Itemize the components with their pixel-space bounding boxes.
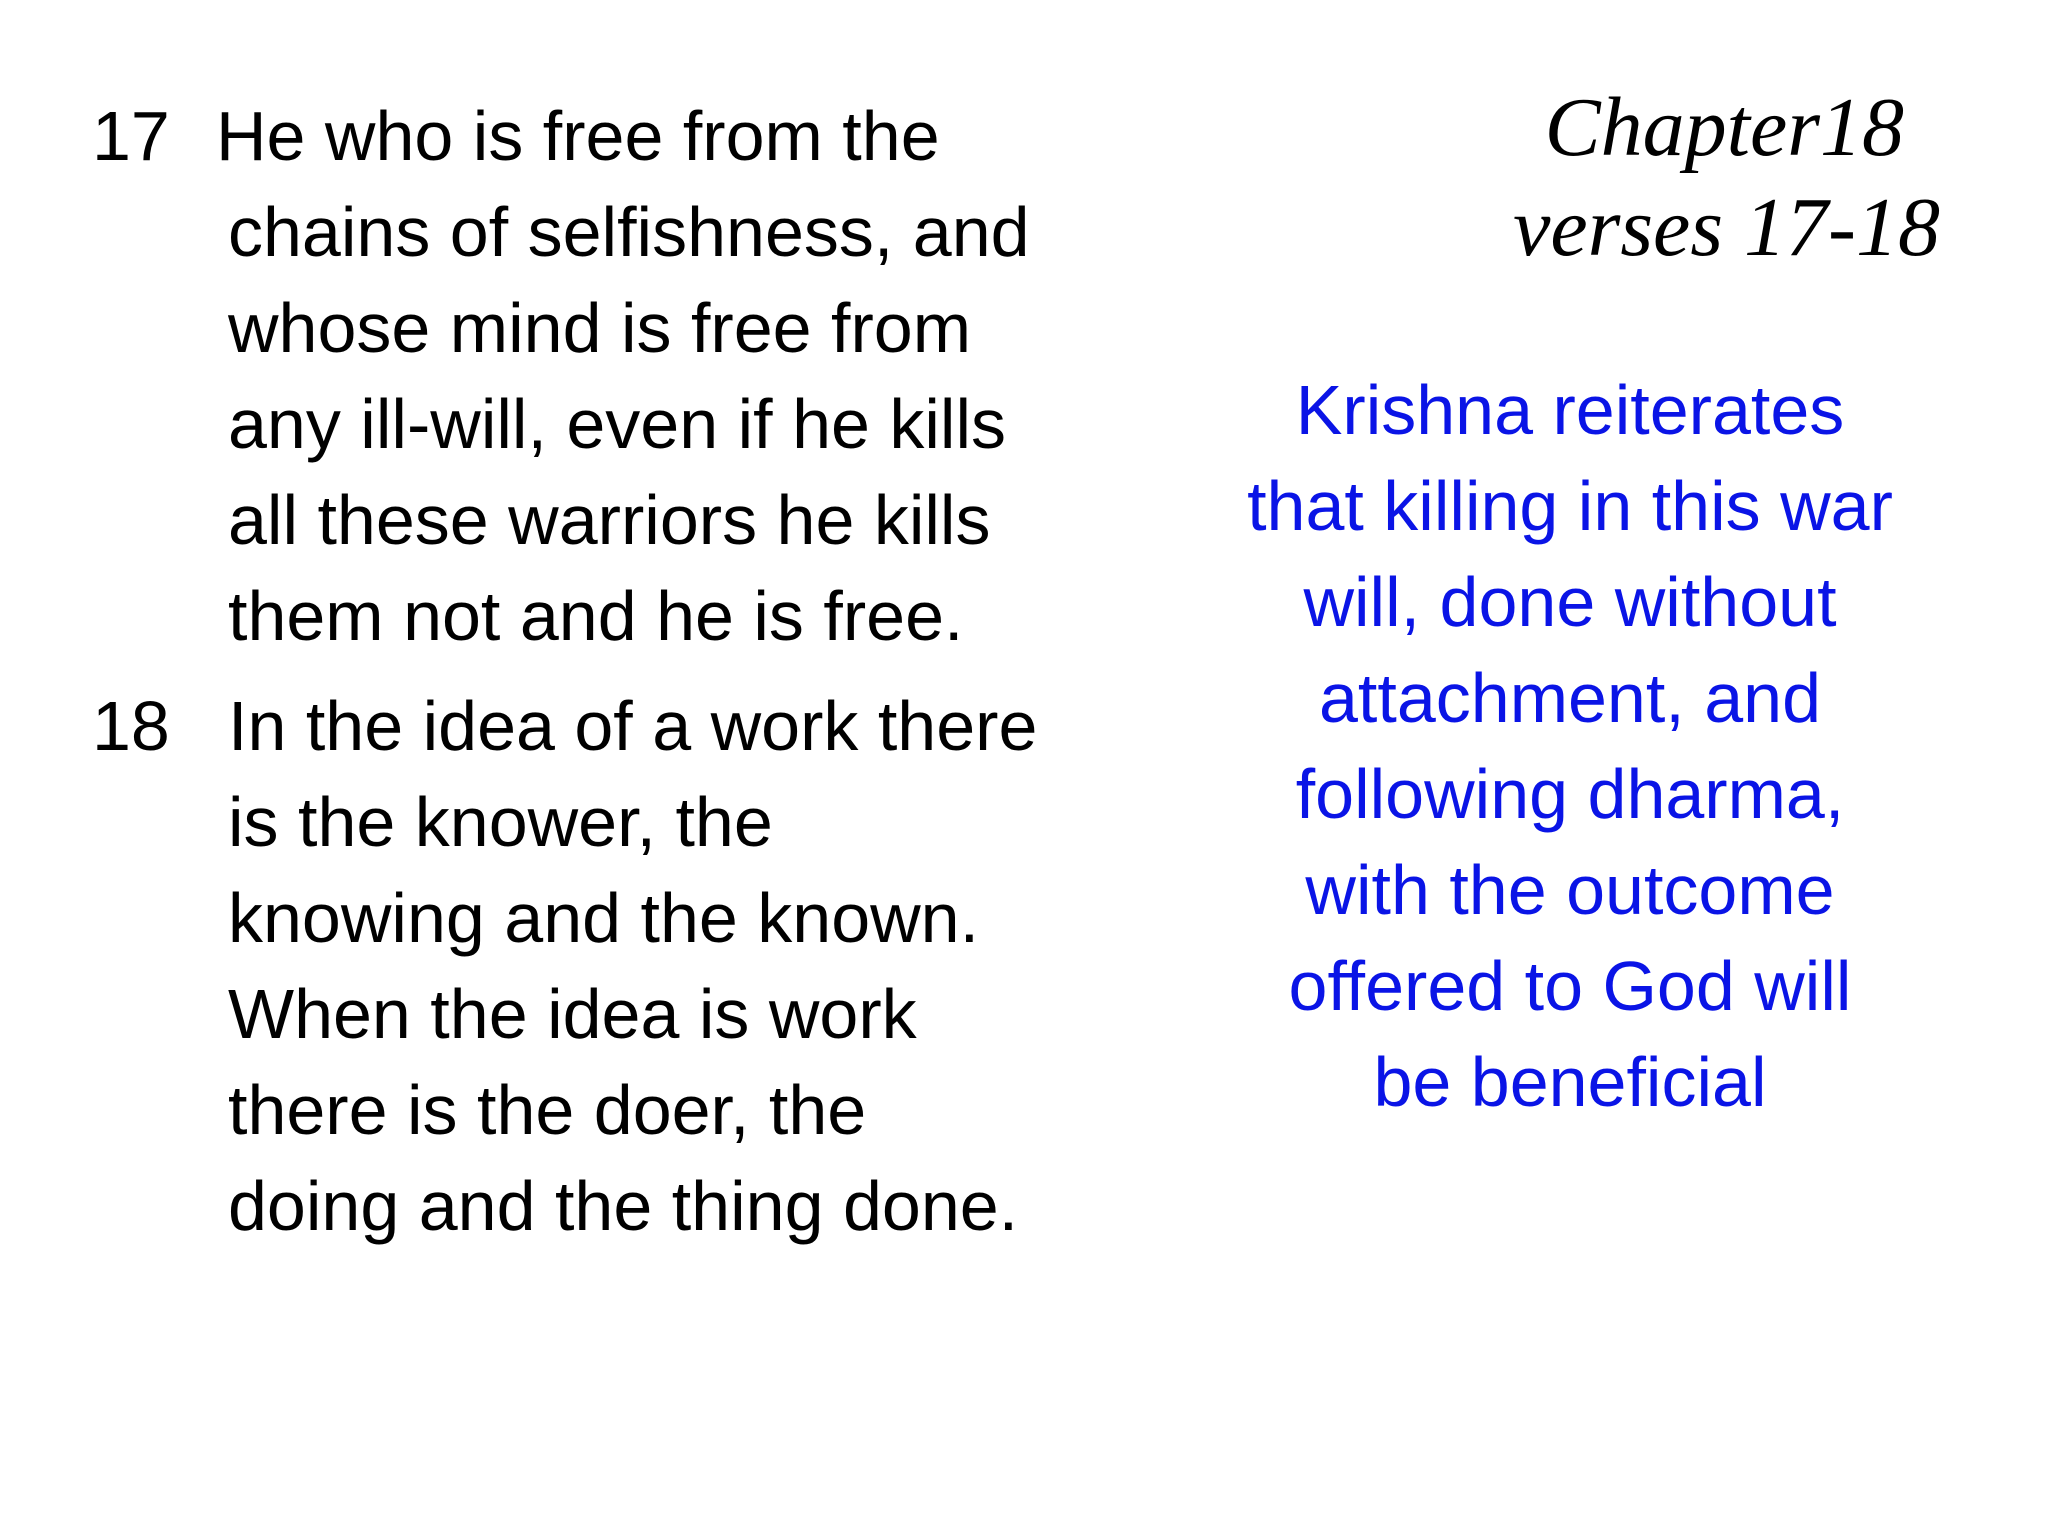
verse-line: there is the doer, the: [228, 1071, 867, 1149]
verse-line: knowing and the known.: [228, 879, 980, 957]
verse-line: is the knower, the: [228, 783, 773, 861]
commentary-text: [1180, 362, 1960, 1130]
verse-line: doing and the thing done.: [228, 1167, 1019, 1245]
verse-line: any ill-will, even if he kills: [228, 385, 1007, 463]
verse-line: whose mind is free from: [228, 289, 972, 367]
commentary-line: that killing in this war: [1247, 467, 1893, 545]
verse-18: [92, 678, 1172, 1254]
verse-number: 17: [92, 97, 170, 175]
slide-title: [1380, 78, 1940, 278]
verse-line: He who is free from the: [216, 97, 940, 175]
verse-line: them not and he is free.: [228, 577, 964, 655]
commentary-line: with the outcome: [1305, 851, 1835, 929]
commentary-line: will, done without: [1303, 563, 1837, 641]
verse-line: In the idea of a work there: [228, 687, 1038, 765]
verse-17: [92, 88, 1172, 664]
commentary-line: following dharma,: [1295, 755, 1845, 833]
verse-line: all these warriors he kills: [228, 481, 991, 559]
verse-list: [92, 88, 1172, 1268]
title-chapter: Chapter18: [1544, 81, 1904, 174]
commentary-line: offered to God will: [1288, 947, 1852, 1025]
verse-line: When the idea is work: [228, 975, 917, 1053]
commentary-line: be beneficial: [1373, 1043, 1767, 1121]
title-verses: verses 17-18: [1513, 181, 1940, 274]
verse-line: chains of selfishness, and: [228, 193, 1030, 271]
verse-number: 18: [92, 687, 170, 765]
commentary-line: Krishna reiterates: [1295, 371, 1845, 449]
commentary-line: attachment, and: [1319, 659, 1821, 737]
